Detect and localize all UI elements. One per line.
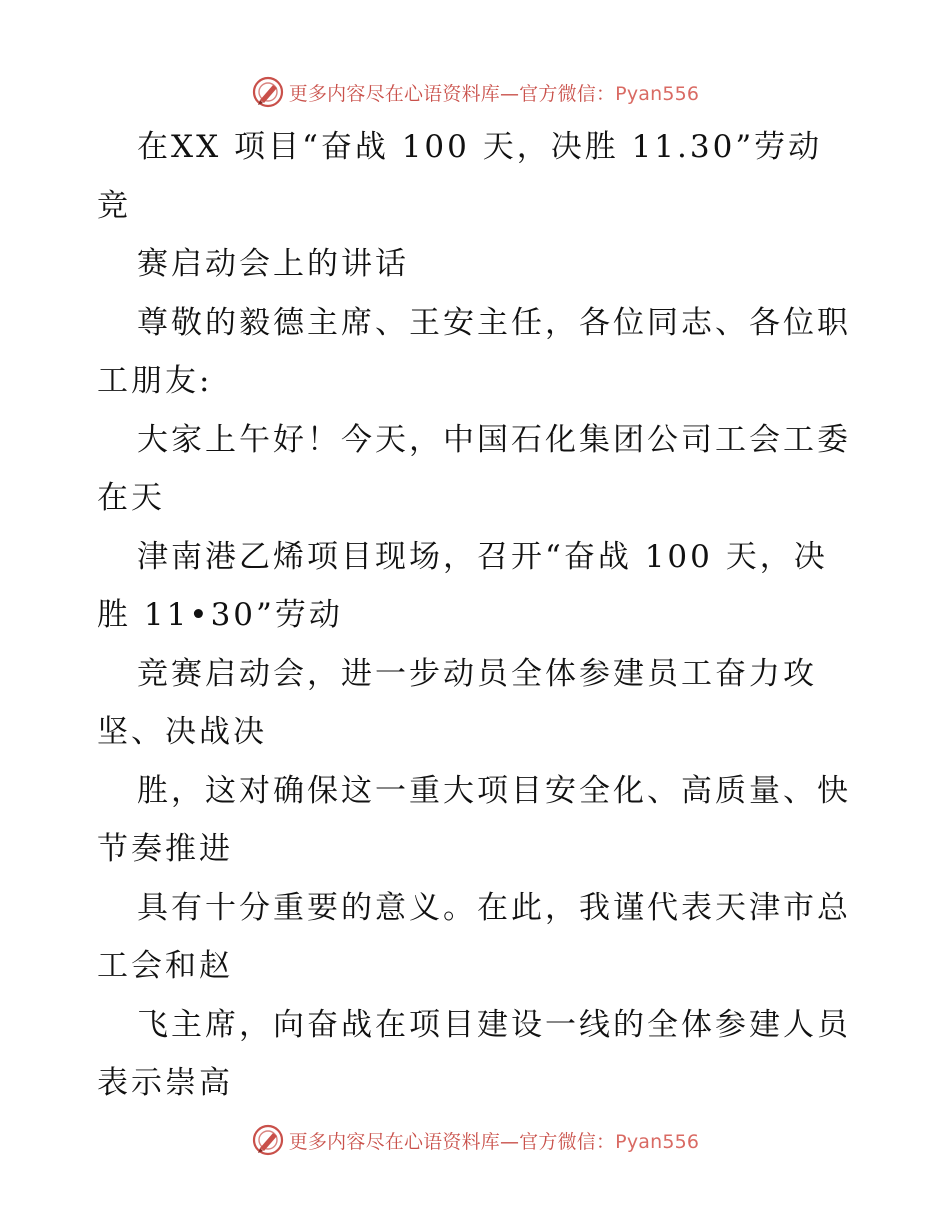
pen-logo-icon — [251, 75, 285, 109]
text-line: 胜，这对确保这一重大项目安全化、高质量、快 — [137, 772, 851, 809]
text-line: 津南港乙烯项目现场，召开“奋战 100 天，决 — [137, 538, 828, 575]
header-watermark — [0, 70, 950, 114]
footer-watermark — [0, 1118, 950, 1162]
text-line: 在天 — [97, 480, 165, 516]
text-line: 表示崇高 — [97, 1065, 233, 1101]
text-line: 飞主席，向奋战在项目建设一线的全体参建人员 — [137, 1006, 851, 1043]
watermark-text: 更多内容尽在心语资料库—官方微信：Pyan556 — [288, 82, 700, 105]
text-line: 竞 — [97, 187, 131, 224]
text-line: 赛启动会上的讲话 — [137, 246, 409, 282]
text-line: 工朋友: — [97, 363, 213, 399]
watermark-text: 更多内容尽在心语资料库—官方微信：Pyan556 — [288, 1130, 700, 1153]
text-line: 节奏推进 — [97, 831, 233, 867]
pen-logo-icon — [251, 1123, 285, 1157]
text-line: 胜 11•30”劳动 — [97, 597, 343, 633]
text-line: 坚、决战决 — [97, 714, 267, 750]
text-line: 具有十分重要的意义。在此，我谨代表天津市总 — [137, 889, 851, 926]
document-body — [97, 118, 857, 1113]
text-line: 工会和赵 — [97, 948, 233, 984]
text-line: 尊敬的毅德主席、王安主任，各位同志、各位职 — [137, 304, 851, 341]
text-line: 大家上午好！今天，中国石化集团公司工会工委 — [137, 421, 851, 458]
text-line: 竞赛启动会，进一步动员全体参建员工奋力攻 — [137, 655, 817, 692]
text-line: 在XX 项目“奋战 100 天，决胜 11.30”劳动 — [137, 129, 823, 165]
